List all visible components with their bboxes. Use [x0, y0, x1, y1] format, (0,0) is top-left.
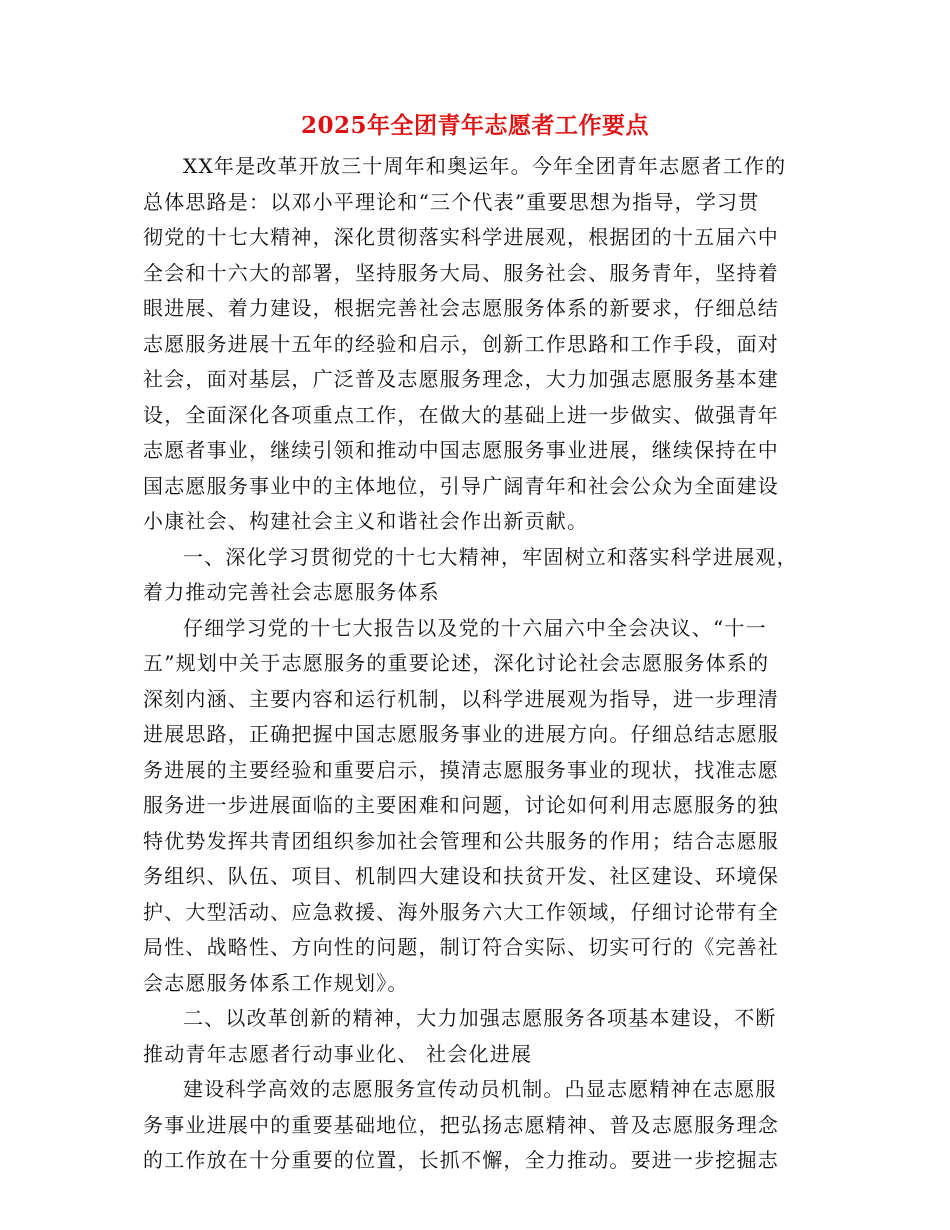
text-line: 会志愿服务体系工作规划》。	[143, 970, 409, 995]
text-line: 设，全面深化各项重点工作，在做大的基础上进一步做实、做强青年	[143, 402, 779, 427]
text-line: 护、大型活动、应急救援、海外服务六大工作领域，仔细讨论带有全	[143, 899, 779, 924]
document-title: 2025年全团青年志愿者工作要点	[300, 112, 649, 139]
text-line: 国志愿服务事业中的主体地位，引导广阔青年和社会公众为全面建设	[143, 473, 779, 498]
paragraph-section-1	[143, 611, 803, 1002]
text-line: 特优势发挥共青团组织参加社会管理和公共服务的作用；结合志愿服	[143, 828, 779, 853]
paragraph-intro	[143, 149, 803, 540]
section-heading-1	[143, 540, 803, 611]
paragraph-section-2	[143, 1072, 803, 1179]
text-line: 志愿者事业，继续引领和推动中国志愿服务事业进展，继续保持在中	[143, 438, 779, 462]
heading-line: 推动青年志愿者行动事业化、 社会化进展	[143, 1041, 533, 1066]
heading-line: 二、以改革创新的精神，大力加强志愿服务各项基本建设，不断	[183, 1006, 777, 1030]
text-line: 服务进一步进展面临的主要困难和问题，讨论如何利用志愿服务的独	[143, 793, 779, 817]
document-body	[143, 149, 803, 1179]
text-line: 小康社会、构建社会主义和谐社会作出新贡献。	[143, 509, 589, 533]
text-line: 务进展的主要经验和重要启示，摸清志愿服务事业的现状，找准志愿	[143, 757, 779, 782]
text-line: 眼进展、着力建设，根据完善社会志愿服务体系的新要求，仔细总结	[143, 296, 779, 320]
section-heading-2	[143, 1001, 803, 1072]
text-line: 局性、战略性、方向性的问题，制订符合实际、切实可行的《完善社	[143, 935, 779, 959]
text-line: 彻党的十七大精神，深化贯彻落实科学进展观，根据团的十五届六中	[143, 225, 779, 249]
text-line: 总体思路是：以邓小平理论和“三个代表”重要思想为指导，学习贯	[143, 189, 760, 214]
text-line: 社会，面对基层，广泛普及志愿服务理念，大力加强志愿服务基本建	[143, 367, 779, 391]
heading-line: 着力推动完善社会志愿服务体系	[143, 580, 440, 604]
text-line: 志愿服务进展十五年的经验和启示，创新工作思路和工作手段，面对	[143, 331, 779, 356]
text-line: 五”规划中关于志愿服务的重要论述，深化讨论社会志愿服务体系的	[143, 651, 770, 675]
text-line: 深刻内涵、主要内容和运行机制，以科学进展观为指导，进一步理清	[143, 686, 779, 711]
text-line: 仔细学习党的十七大报告以及党的十六届六中全会决议、“十一	[183, 615, 767, 640]
text-line: 建设科学高效的志愿服务宣传动员机制。凸显志愿精神在志愿服	[183, 1077, 777, 1101]
text-line: 务事业进展中的重要基础地位，把弘扬志愿精神、普及志愿服务理念	[143, 1112, 779, 1137]
text-line: 全会和十六大的部署，坚持服务大局、服务社会、服务青年，坚持着	[143, 260, 779, 285]
heading-line: 一、深化学习贯彻党的十七大精神，牢固树立和落实科学进展观，	[183, 544, 798, 569]
text-line: 务组织、队伍、项目、机制四大建设和扶贫开发、社区建设、环境保	[143, 864, 779, 888]
text-line: 的工作放在十分重要的位置，长抓不懈，全力推动。要进一步挖掘志	[143, 1148, 779, 1172]
text-line: 进展思路，正确把握中国志愿服务事业的进展方向。仔细总结志愿服	[143, 722, 779, 746]
text-line: XX年是改革开放三十周年和奥运年。今年全团青年志愿者工作的	[183, 154, 787, 178]
